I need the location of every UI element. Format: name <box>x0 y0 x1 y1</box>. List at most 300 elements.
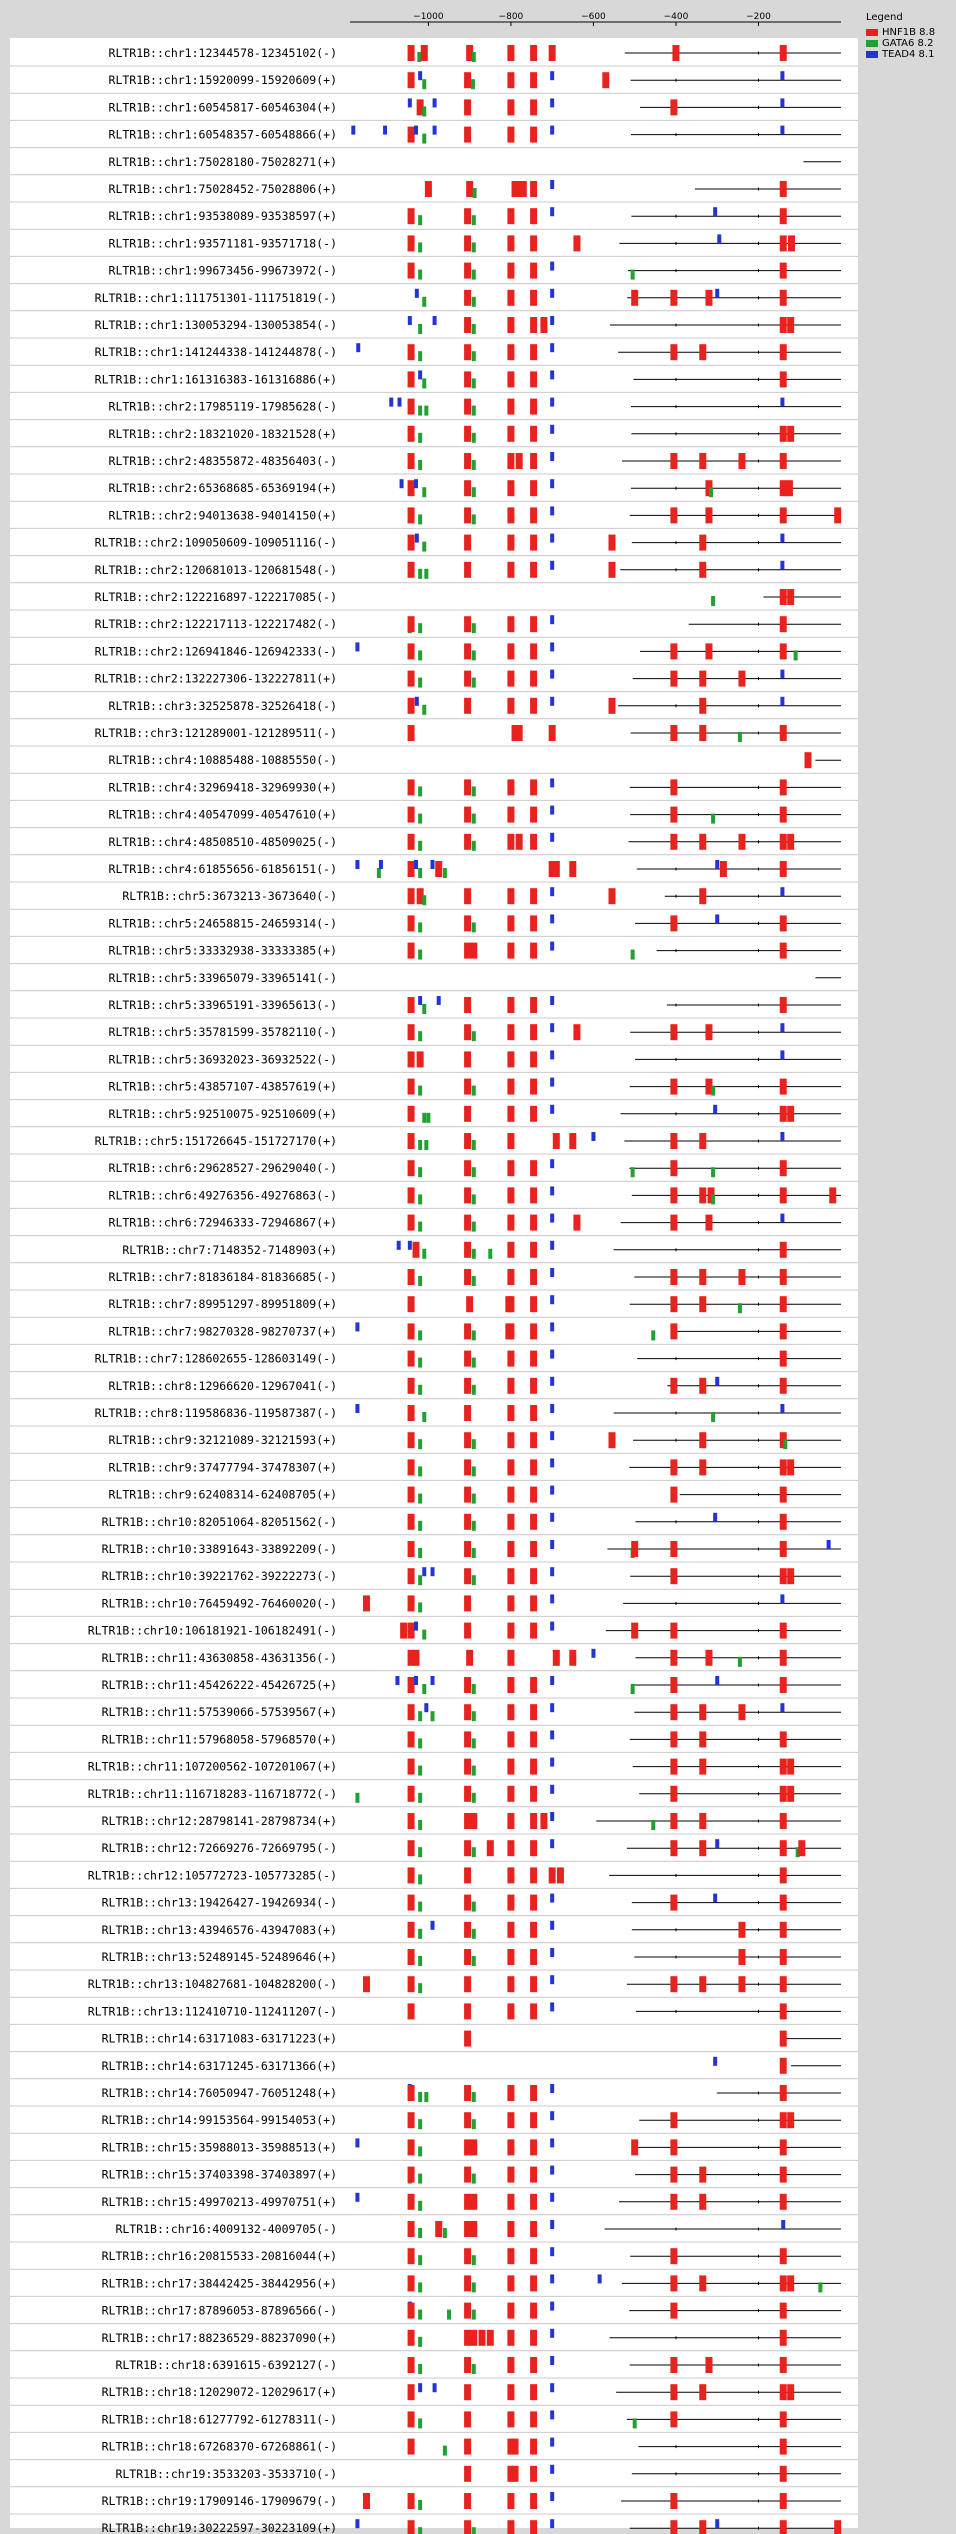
tead4-site <box>550 289 554 298</box>
sequence-row <box>10 1105 858 1127</box>
hnf1b-site <box>408 1541 415 1557</box>
hnf1b-site <box>530 1296 537 1312</box>
hnf1b-site <box>780 1949 787 1965</box>
hnf1b-site <box>530 2384 537 2400</box>
legend-title: Legend <box>866 12 903 23</box>
sequence-label: RLTR1B::chr2:132227306-132227811(+) <box>94 671 337 686</box>
hnf1b-site <box>464 344 471 360</box>
hnf1b-site <box>464 1269 471 1285</box>
hnf1b-site <box>507 1650 514 1666</box>
hnf1b-site <box>705 290 712 306</box>
tead4-site <box>550 1594 554 1603</box>
sequence-label: RLTR1B::chr18:61277792-61278311(-) <box>101 2412 337 2427</box>
hnf1b-site <box>670 1269 677 1285</box>
sequence-row <box>10 1594 858 1616</box>
sequence-row <box>10 2247 858 2269</box>
hnf1b-site <box>408 399 415 415</box>
hnf1b-site <box>530 399 537 415</box>
hnf1b-site <box>464 1677 471 1693</box>
tead4-site <box>356 343 360 352</box>
gata6-site <box>711 1167 715 1177</box>
tead4-site <box>550 914 554 923</box>
gata6-site <box>418 1820 422 1830</box>
hnf1b-site <box>530 1432 537 1448</box>
gata6-site <box>418 1548 422 1558</box>
hnf1b-site <box>464 317 471 333</box>
sequence-row <box>10 697 858 719</box>
sequence-label: RLTR1B::chr5:3673213-3673640(-) <box>122 889 337 904</box>
gata6-site <box>418 2500 422 2510</box>
sequence-row <box>10 155 858 175</box>
hnf1b-site <box>408 1296 415 1312</box>
gata6-site <box>424 406 428 416</box>
tead4-site <box>550 1812 554 1821</box>
hnf1b-site <box>464 2466 471 2482</box>
hnf1b-site <box>670 344 677 360</box>
hnf1b-site <box>507 2194 514 2210</box>
gata6-site <box>422 542 426 552</box>
hnf1b-site <box>408 1623 415 1639</box>
gata6-site <box>418 1847 422 1857</box>
hnf1b-site <box>507 1487 514 1503</box>
sequence-row <box>10 1513 858 1535</box>
gata6-site <box>711 1086 715 1096</box>
hnf1b-site <box>670 834 677 850</box>
sequence-label: RLTR1B::chr17:88236529-88237090(+) <box>101 2330 337 2345</box>
hnf1b-site <box>408 2167 415 2183</box>
hnf1b-site <box>780 507 787 523</box>
gata6-site <box>418 2146 422 2156</box>
sequence-row <box>10 1567 858 1589</box>
tead4-site <box>550 1322 554 1331</box>
sequence-label: RLTR1B::chr7:89951297-89951809(+) <box>108 1297 337 1312</box>
hnf1b-site <box>780 2058 787 2074</box>
hnf1b-site <box>530 2303 537 2319</box>
hnf1b-site <box>464 99 471 115</box>
hnf1b-site <box>464 2248 471 2264</box>
gata6-site <box>472 1194 476 1204</box>
tead4-site <box>780 71 784 80</box>
sequence-row <box>10 1867 858 1888</box>
hnf1b-site <box>507 2303 514 2319</box>
tead4-site <box>355 2193 359 2202</box>
hnf1b-site <box>787 317 794 333</box>
hnf1b-site <box>507 1514 514 1530</box>
sequence-label: RLTR1B::chr16:20815533-20816044(+) <box>101 2249 337 2264</box>
sequence-label: RLTR1B::chr2:109050609-109051116(-) <box>94 535 337 550</box>
hnf1b-site <box>670 1378 677 1394</box>
hnf1b-site <box>780 2439 787 2455</box>
gata6-site <box>418 1738 422 1748</box>
legend-label: GATA6 <box>882 38 915 49</box>
hnf1b-site <box>780 1895 787 1911</box>
hnf1b-site <box>464 1487 471 1503</box>
sequence-row <box>10 2002 858 2024</box>
hnf1b-site <box>507 480 514 496</box>
hnf1b-site <box>699 1813 706 1829</box>
legend-score: 8.8 <box>919 27 936 38</box>
gata6-site <box>488 1249 492 1259</box>
hnf1b-site <box>670 643 677 659</box>
hnf1b-site <box>699 1731 706 1747</box>
hnf1b-site <box>507 779 514 795</box>
hnf1b-site <box>408 2493 415 2509</box>
hnf1b-site <box>780 2167 787 2183</box>
hnf1b-site <box>780 1623 787 1639</box>
hnf1b-site <box>780 834 787 850</box>
sequence-label: RLTR1B::chr10:39221762-39222273(-) <box>101 1569 337 1584</box>
sequence-row <box>10 1812 858 1834</box>
hnf1b-site <box>408 1215 415 1231</box>
hnf1b-site <box>464 2520 471 2534</box>
hnf1b-site <box>780 2303 787 2319</box>
gata6-site <box>418 623 422 633</box>
hnf1b-site <box>408 208 415 224</box>
tead4-site <box>550 2492 554 2501</box>
hnf1b-site <box>780 2330 787 2346</box>
hnf1b-site <box>609 562 616 578</box>
hnf1b-site <box>464 807 471 823</box>
hnf1b-site <box>699 888 706 904</box>
hnf1b-site <box>421 45 428 61</box>
sequence-row <box>10 615 858 637</box>
gata6-site <box>472 1385 476 1395</box>
tead4-site <box>550 1295 554 1304</box>
sequence-label: RLTR1B::chr10:33891643-33892209(-) <box>101 1542 337 1556</box>
hnf1b-site <box>408 1487 415 1503</box>
gata6-site <box>472 52 476 62</box>
hnf1b-site <box>408 1378 415 1394</box>
sequence-label: RLTR1B::chr8:119586836-119587387(-) <box>94 1406 337 1420</box>
hnf1b-site <box>780 1106 787 1122</box>
tead4-site <box>713 2057 717 2066</box>
sequence-label: RLTR1B::chr18:12029072-12029617(+) <box>101 2385 337 2400</box>
sequence-row <box>10 1159 858 1181</box>
gata6-site <box>424 2092 428 2102</box>
hnf1b-site <box>400 1623 407 1639</box>
tead4-site <box>550 1159 554 1168</box>
hnf1b-site <box>530 1051 537 1067</box>
gata6-site <box>418 324 422 334</box>
hnf1b-site <box>464 480 471 496</box>
hnf1b-site <box>670 725 677 741</box>
gata6-site <box>418 460 422 470</box>
tead4-site <box>414 479 418 488</box>
hnf1b-site <box>470 943 477 959</box>
hnf1b-site <box>530 1949 537 1965</box>
hnf1b-site <box>425 181 432 197</box>
tead4-site <box>713 1894 717 1903</box>
hnf1b-site <box>670 1024 677 1040</box>
hnf1b-site <box>699 1133 706 1149</box>
gata6-site <box>443 2446 447 2456</box>
hnf1b-site <box>699 2194 706 2210</box>
tead4-site <box>418 996 422 1005</box>
hnf1b-site <box>780 1459 787 1475</box>
hnf1b-site <box>408 1351 415 1367</box>
hnf1b-site <box>530 426 537 442</box>
tead4-site <box>355 1404 359 1413</box>
gata6-site <box>631 1167 635 1177</box>
hnf1b-site <box>780 480 787 496</box>
hnf1b-site <box>507 2112 514 2128</box>
hnf1b-site <box>530 1867 537 1883</box>
hnf1b-site <box>670 2194 677 2210</box>
sequence-label: RLTR1B::chr9:32121089-32121593(+) <box>108 1433 337 1448</box>
sequence-row <box>10 2356 858 2378</box>
hnf1b-site <box>670 1840 677 1856</box>
gata6-site <box>472 1575 476 1585</box>
sequence-label: RLTR1B::chr5:151726645-151727170(+) <box>94 1134 337 1148</box>
tead4-site <box>355 2138 359 2147</box>
tead4-site <box>550 1785 554 1794</box>
hnf1b-site <box>699 1269 706 1285</box>
hnf1b-site <box>507 2520 514 2534</box>
hnf1b-site <box>507 208 514 224</box>
tead4-site <box>355 1322 359 1331</box>
hnf1b-site <box>530 943 537 959</box>
tead4-site <box>400 479 404 488</box>
hnf1b-site <box>787 1759 794 1775</box>
gata6-site <box>418 1929 422 1939</box>
tead4-site <box>550 2438 554 2447</box>
hnf1b-site <box>507 1922 514 1938</box>
hnf1b-site <box>670 1133 677 1149</box>
tead4-site <box>550 1023 554 1032</box>
tead4-site <box>550 1730 554 1739</box>
hnf1b-site <box>780 2139 787 2155</box>
sequence-label: RLTR1B::chr14:63171245-63171366(+) <box>101 2058 337 2073</box>
sequence-label: RLTR1B::chr19:30222597-30223109(+) <box>101 2521 337 2534</box>
hnf1b-site <box>530 45 537 61</box>
hnf1b-site <box>788 235 795 251</box>
hnf1b-site <box>408 562 415 578</box>
tead4-site <box>550 2274 554 2283</box>
sequence-row <box>10 2084 858 2106</box>
hnf1b-site <box>670 290 677 306</box>
hnf1b-site <box>507 290 514 306</box>
hnf1b-site <box>780 1731 787 1747</box>
hnf1b-site <box>530 1079 537 1095</box>
hnf1b-site <box>464 235 471 251</box>
hnf1b-site <box>780 344 787 360</box>
hnf1b-site <box>507 1079 514 1095</box>
tead4-site <box>550 1567 554 1576</box>
hnf1b-site <box>408 1160 415 1176</box>
sequence-label: RLTR1B::chr6:49276356-49276863(-) <box>108 1188 337 1203</box>
hnf1b-site <box>780 1922 787 1938</box>
hnf1b-site <box>549 45 556 61</box>
hnf1b-site <box>780 2357 787 2373</box>
tead4-site <box>355 642 359 651</box>
hnf1b-site <box>609 535 616 551</box>
hnf1b-site <box>417 1051 424 1067</box>
hnf1b-site <box>464 399 471 415</box>
hnf1b-site <box>408 1568 415 1584</box>
hnf1b-site <box>464 1623 471 1639</box>
hnf1b-site <box>780 725 787 741</box>
gata6-site <box>472 1222 476 1232</box>
hnf1b-site <box>408 1432 415 1448</box>
hnf1b-site <box>530 208 537 224</box>
hnf1b-site <box>670 1215 677 1231</box>
hnf1b-site <box>530 1351 537 1367</box>
tead4-site <box>715 289 719 298</box>
gata6-site <box>422 79 426 89</box>
tead4-site <box>715 1377 719 1386</box>
gata6-site <box>794 650 798 660</box>
tead4-site <box>550 98 554 107</box>
hnf1b-site <box>408 1976 415 1992</box>
sequence-row <box>10 1894 858 1916</box>
hnf1b-site <box>780 2112 787 2128</box>
gata6-site <box>418 2119 422 2129</box>
tead4-site <box>550 2138 554 2147</box>
hnf1b-site <box>530 1541 537 1557</box>
hnf1b-site <box>530 1677 537 1693</box>
hnf1b-site <box>464 779 471 795</box>
sequence-row <box>10 642 858 664</box>
gata6-site <box>472 514 476 524</box>
hnf1b-site <box>464 2139 471 2155</box>
gata6-site <box>418 1575 422 1585</box>
tead4-site <box>550 316 554 325</box>
hnf1b-site <box>408 671 415 687</box>
sequence-label: RLTR1B::chr5:24658815-24659314(-) <box>108 916 337 931</box>
hnf1b-site <box>705 1650 712 1666</box>
sequence-row <box>10 343 858 365</box>
hnf1b-site <box>464 1405 471 1421</box>
sequence-row <box>10 778 858 800</box>
x-tick-label: −200 <box>746 12 771 22</box>
gata6-site <box>418 1439 422 1449</box>
gata6-site <box>418 950 422 960</box>
hnf1b-site <box>530 1623 537 1639</box>
hnf1b-site <box>780 1650 787 1666</box>
hnf1b-site <box>363 2493 370 2509</box>
sequence-row <box>10 2329 858 2351</box>
hnf1b-site <box>408 2384 415 2400</box>
sequence-row <box>10 1295 858 1317</box>
hnf1b-site <box>530 317 537 333</box>
hnf1b-site <box>507 1215 514 1231</box>
hnf1b-site <box>530 535 537 551</box>
hnf1b-site <box>780 2520 787 2534</box>
sequence-row <box>10 1948 858 1970</box>
tead4-site <box>550 398 554 407</box>
sequence-row <box>10 752 858 773</box>
hnf1b-site <box>464 2003 471 2019</box>
hnf1b-site <box>464 290 471 306</box>
hnf1b-site <box>530 2411 537 2427</box>
hnf1b-site <box>780 1079 787 1095</box>
tead4-site <box>415 534 419 543</box>
sequence-row <box>10 289 858 311</box>
gata6-site <box>422 1684 426 1694</box>
hnf1b-site <box>464 2493 471 2509</box>
tead4-site <box>780 126 784 135</box>
sequence-row <box>10 2410 858 2432</box>
gata6-site <box>633 2418 637 2428</box>
tead4-site <box>550 1186 554 1195</box>
gata6-site <box>472 786 476 796</box>
gata6-site <box>711 1194 715 1204</box>
hnf1b-site <box>507 1269 514 1285</box>
hnf1b-site <box>530 2357 537 2373</box>
hnf1b-site <box>464 1160 471 1176</box>
hnf1b-site <box>507 1949 514 1965</box>
tead4-site <box>550 1921 554 1930</box>
hnf1b-site <box>507 235 514 251</box>
sequence-row <box>10 1132 858 1154</box>
hnf1b-site <box>787 426 794 442</box>
hnf1b-site <box>670 1323 677 1339</box>
hnf1b-site <box>780 1514 787 1530</box>
hnf1b-site <box>464 2384 471 2400</box>
hnf1b-site <box>787 2112 794 2128</box>
gata6-site <box>418 1874 422 1884</box>
sequence-label: RLTR1B::chr5:33965079-33965141(-) <box>108 970 337 985</box>
hnf1b-site <box>780 2411 787 2427</box>
sequence-row <box>10 506 858 528</box>
hnf1b-site <box>413 1242 420 1258</box>
sequence-label: RLTR1B::chr7:81836184-81836685(-) <box>108 1270 337 1284</box>
sequence-row <box>10 1377 858 1399</box>
hnf1b-site <box>507 1378 514 1394</box>
tead4-site <box>713 1105 717 1114</box>
tead4-site <box>550 425 554 434</box>
hnf1b-site <box>512 2439 519 2455</box>
hnf1b-site <box>464 1215 471 1231</box>
gata6-site <box>472 2255 476 2265</box>
legend-label: TEAD4 <box>882 49 916 60</box>
hnf1b-site <box>780 2384 787 2400</box>
tead4-site <box>550 1839 554 1848</box>
gata6-site <box>417 52 421 62</box>
hnf1b-site <box>507 99 514 115</box>
gata6-site <box>472 922 476 932</box>
hnf1b-site <box>569 1133 576 1149</box>
sequence-label: RLTR1B::chr13:112410710-112411207(-) <box>87 2004 337 2019</box>
hnf1b-site <box>408 1949 415 1965</box>
gata6-site <box>418 2255 422 2265</box>
sequence-label: RLTR1B::chr1:99673456-99673972(-) <box>108 263 337 278</box>
gata6-site <box>418 1031 422 1041</box>
hnf1b-site <box>363 1976 370 1992</box>
sequence-row <box>10 98 858 120</box>
gata6-site <box>418 814 422 824</box>
hnf1b-site <box>408 344 415 360</box>
hnf1b-site <box>670 1187 677 1203</box>
hnf1b-site <box>408 643 415 659</box>
hnf1b-site <box>738 1922 745 1938</box>
hnf1b-site <box>787 834 794 850</box>
hnf1b-site <box>530 1922 537 1938</box>
hnf1b-site <box>670 2303 677 2319</box>
hnf1b-site <box>780 317 787 333</box>
gata6-site <box>472 351 476 361</box>
hnf1b-site <box>464 453 471 469</box>
hnf1b-site <box>540 1813 547 1829</box>
sequence-row <box>10 914 858 936</box>
sequence-label: RLTR1B::chr9:62408314-62408705(+) <box>108 1487 337 1502</box>
sequence-row <box>10 71 858 93</box>
hnf1b-site <box>530 1568 537 1584</box>
hnf1b-site <box>787 1786 794 1802</box>
hnf1b-site <box>408 943 415 959</box>
gata6-site <box>418 2337 422 2347</box>
tead4-site <box>355 2519 359 2528</box>
